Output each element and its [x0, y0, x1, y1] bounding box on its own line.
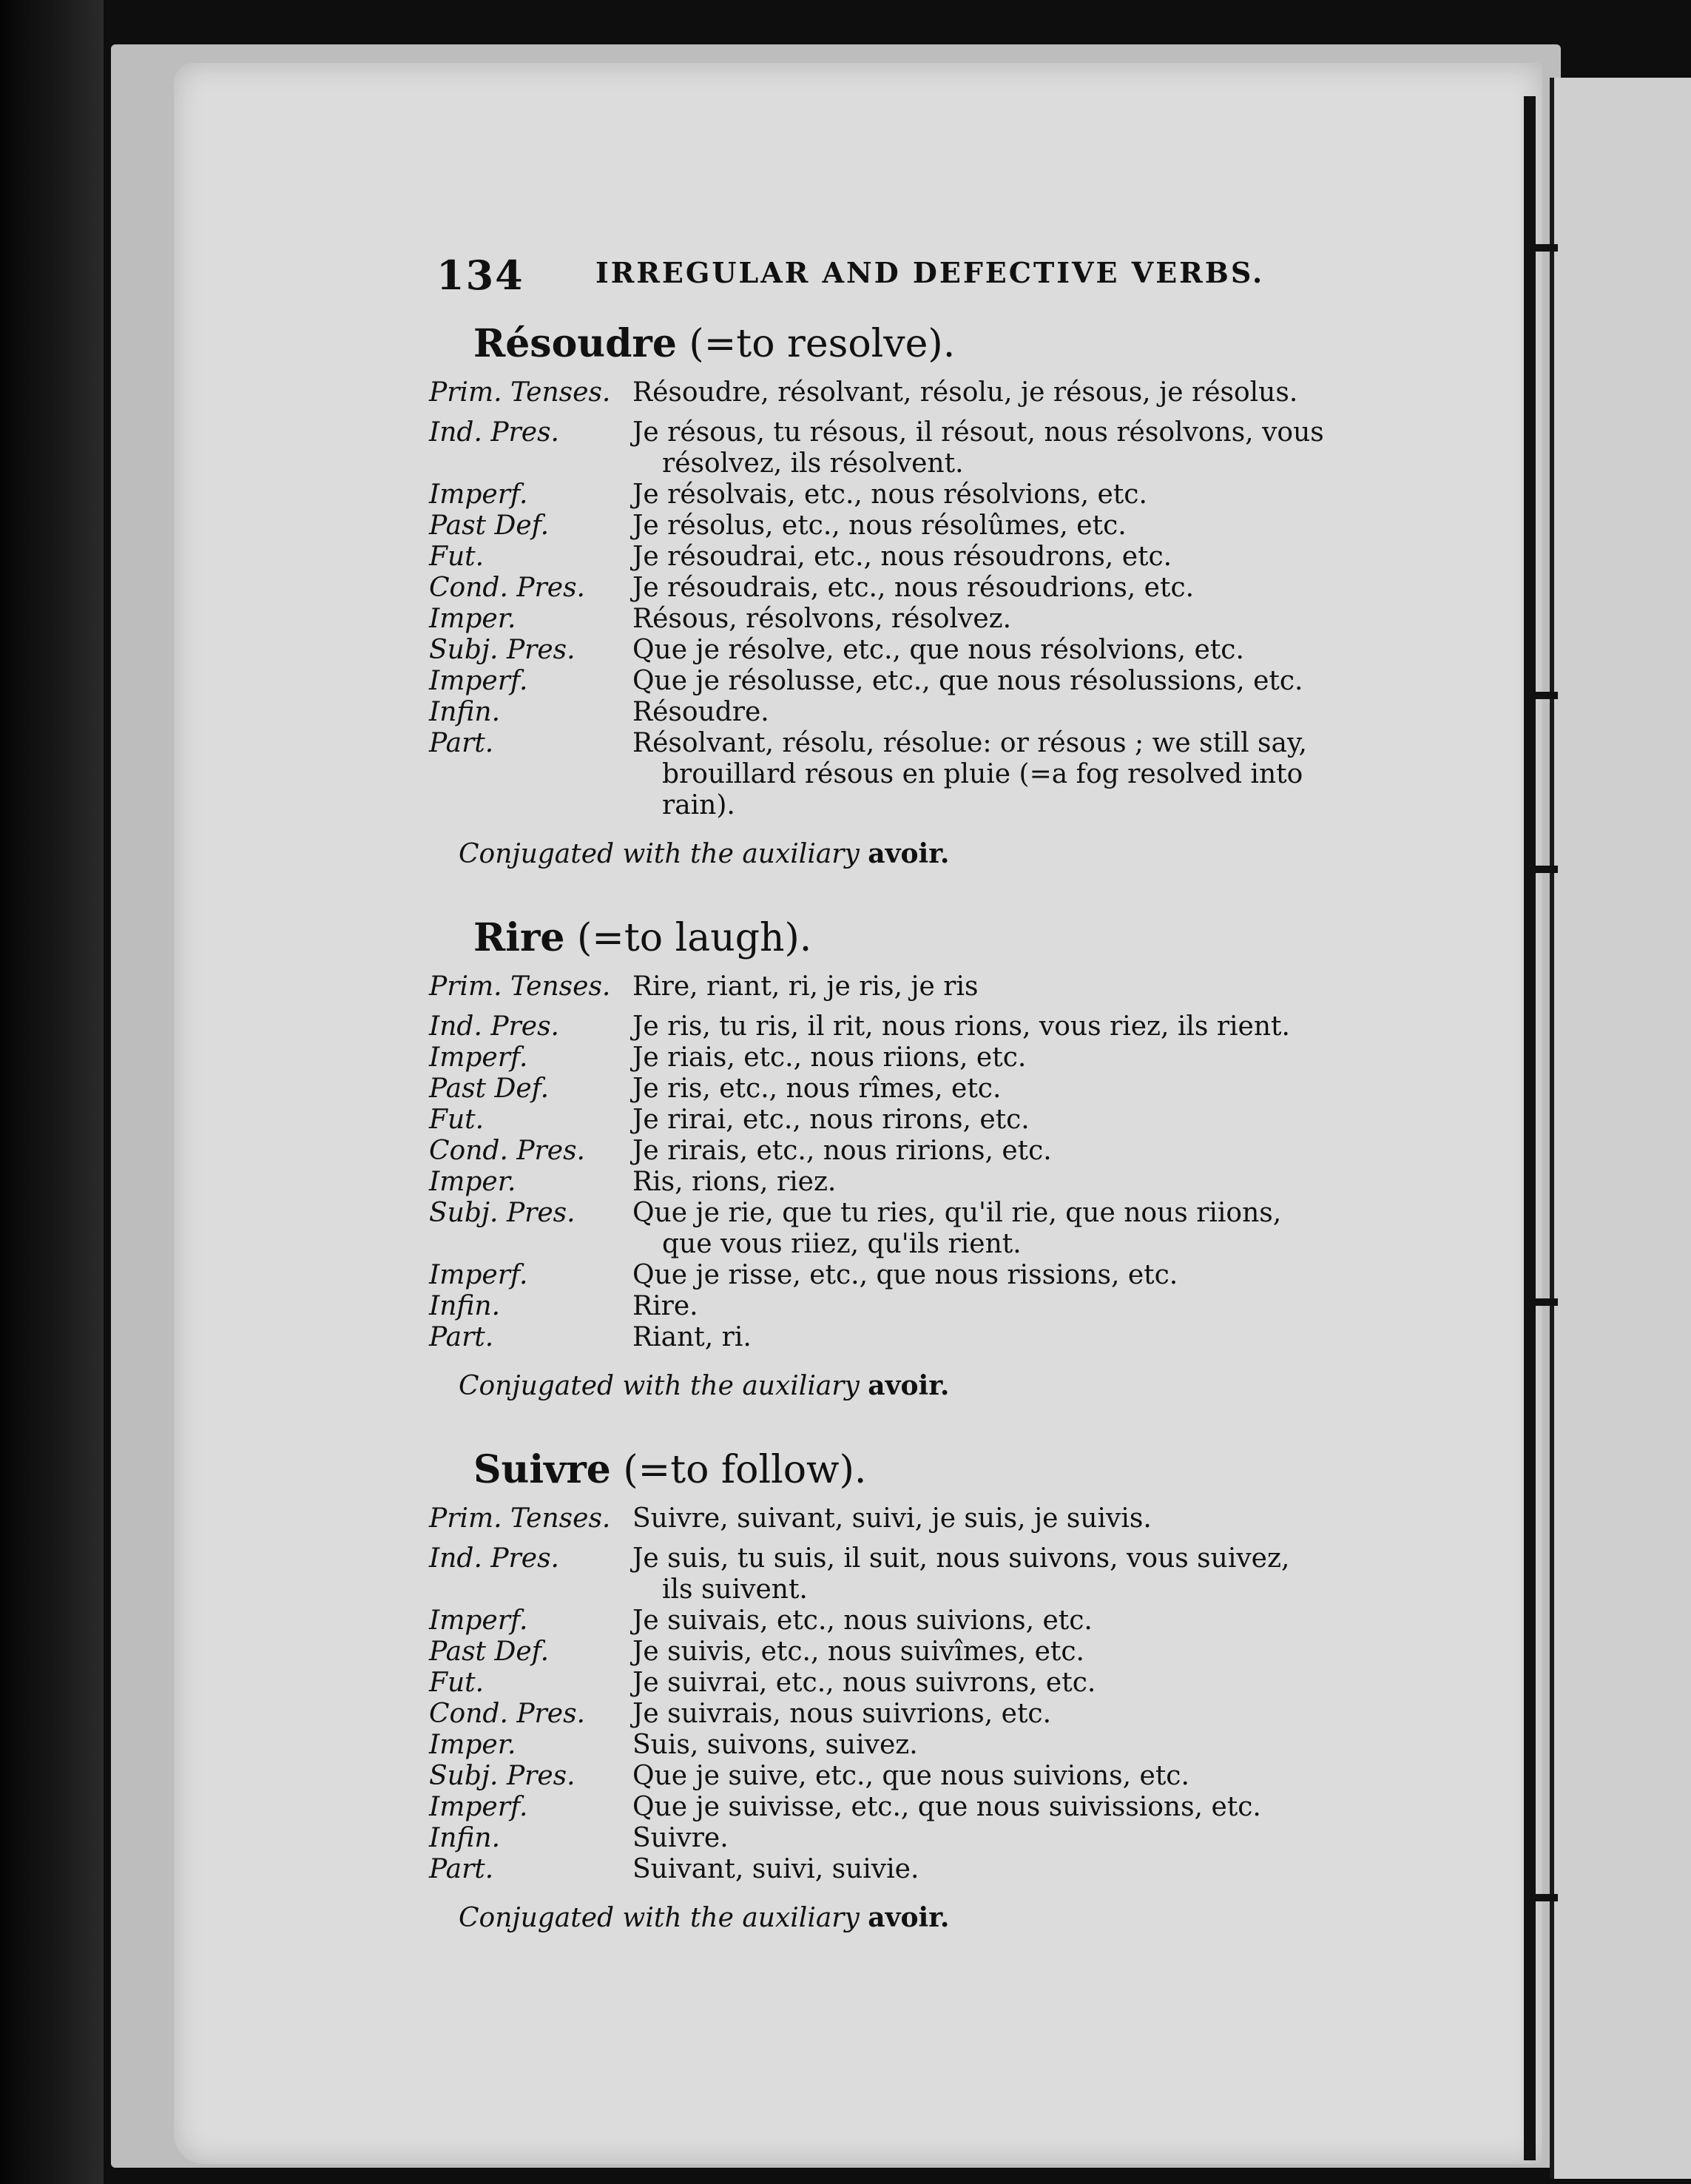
- tense-row: [429, 635, 1435, 666]
- tense-label: Imperf.: [429, 1605, 528, 1636]
- tense-label: Imperf.: [429, 479, 528, 510]
- tense-line: Résoudre, résolvant, résolu, je résous, je résolus.: [632, 377, 1298, 408]
- tense-label: Part.: [429, 728, 494, 758]
- tense-label: Infin.: [429, 1291, 501, 1321]
- binding-thread: [1528, 1894, 1558, 1901]
- tense-row: [429, 728, 1435, 821]
- running-title: IRREGULAR AND DEFECTIVE VERBS.: [595, 256, 1265, 289]
- tense-line: Je résolvais, etc., nous résolvions, etc.: [632, 479, 1147, 510]
- tense-row: [429, 1854, 1435, 1885]
- tense-line: Que je risse, etc., que nous rissions, etc.: [632, 1260, 1178, 1290]
- verb-title: [473, 912, 1435, 964]
- tense-label: Prim. Tenses.: [429, 377, 611, 408]
- tense-forms: [632, 1761, 1435, 1792]
- tense-row: [429, 1260, 1435, 1291]
- tense-label: Subj. Pres.: [429, 1198, 576, 1228]
- tense-forms: [632, 1605, 1435, 1637]
- verb-section-suivre: [429, 1444, 1435, 1935]
- tense-forms: [632, 542, 1435, 573]
- tense-row: [429, 377, 1435, 408]
- tense-line: Ris, rions, riez.: [632, 1167, 837, 1197]
- tense-label: Ind. Pres.: [429, 417, 559, 448]
- tense-line: Je rirai, etc., nous rirons, etc.: [632, 1105, 1030, 1135]
- tense-label: Imperf.: [429, 1792, 528, 1822]
- tense-line: résolvez, ils résolvent.: [662, 448, 964, 479]
- tense-row: [429, 1074, 1435, 1105]
- tense-label: Imper.: [429, 1730, 516, 1760]
- tense-forms: [632, 1854, 1435, 1885]
- tense-row: [429, 1761, 1435, 1792]
- tense-label: Subj. Pres.: [429, 1761, 576, 1791]
- tense-label: Imperf.: [429, 1260, 528, 1290]
- verb-meaning: (=to resolve).: [676, 322, 956, 366]
- tense-row: [429, 510, 1435, 542]
- tense-row: [429, 1730, 1435, 1761]
- tense-row: [429, 1823, 1435, 1854]
- tense-forms: [632, 1503, 1435, 1534]
- tense-row: [429, 666, 1435, 697]
- tense-line: Je résoudrai, etc., nous résoudrons, etc.: [632, 542, 1172, 572]
- tense-forms: [632, 1260, 1435, 1291]
- tense-line: Je résolus, etc., nous résolûmes, etc.: [632, 510, 1127, 541]
- tense-row: [429, 1136, 1435, 1167]
- binding-thread: [1528, 1298, 1558, 1306]
- tense-line: Suis, suivons, suivez.: [632, 1730, 918, 1760]
- tense-label: Past Def.: [429, 1074, 550, 1104]
- tense-forms: [632, 1668, 1435, 1699]
- tense-label: Imperf.: [429, 1042, 528, 1073]
- verb-meaning: (=to follow).: [610, 1448, 867, 1492]
- tense-label: Ind. Pres.: [429, 1011, 559, 1042]
- tense-label: Cond. Pres.: [429, 1136, 585, 1166]
- auxiliary-verb: avoir.: [868, 1370, 950, 1401]
- tense-label: Imperf.: [429, 666, 528, 696]
- verb-meaning: (=to laugh).: [564, 916, 812, 960]
- tense-row: [429, 479, 1435, 510]
- tense-label: Imper.: [429, 1167, 516, 1197]
- tense-line: Suivre, suivant, suivi, je suis, je suivis.: [632, 1503, 1152, 1534]
- tense-forms: [632, 728, 1435, 821]
- tense-line: Que je suivisse, etc., que nous suivissions, etc.: [632, 1792, 1261, 1822]
- tense-row: [429, 1792, 1435, 1823]
- tense-row: [429, 542, 1435, 573]
- tense-line: Je résoudrais, etc., nous résoudrions, etc.: [632, 573, 1195, 603]
- tense-row: [429, 1198, 1435, 1260]
- tense-row: [429, 417, 1435, 479]
- tense-row: [429, 1291, 1435, 1322]
- tense-line: Je ris, etc., nous rîmes, etc.: [632, 1074, 1002, 1104]
- tense-row: [429, 697, 1435, 728]
- verb-title: [473, 318, 1435, 370]
- tense-line: Suivre.: [632, 1823, 729, 1853]
- tense-forms: [632, 479, 1435, 510]
- tense-line: que vous riiez, qu'ils rient.: [662, 1229, 1022, 1259]
- tense-line: Que je résolusse, etc., que nous résolussions, etc.: [632, 666, 1303, 696]
- tense-row: [429, 1699, 1435, 1730]
- tense-label: Past Def.: [429, 1637, 550, 1667]
- tense-line: Je ris, tu ris, il rit, nous rions, vous riez, ils rient.: [632, 1011, 1290, 1042]
- tense-forms: [632, 1198, 1435, 1260]
- tense-row: [429, 971, 1435, 1002]
- auxiliary-note: [459, 837, 1435, 871]
- tense-forms: [632, 1291, 1435, 1322]
- tense-forms: [632, 573, 1435, 604]
- tense-line: ils suivent.: [662, 1574, 808, 1605]
- binding-thread: [1528, 866, 1558, 873]
- tense-line: Je résous, tu résous, il résout, nous résolvons, vous: [632, 417, 1324, 448]
- tense-forms: [632, 417, 1435, 479]
- tense-forms: [632, 635, 1435, 666]
- tense-forms: [632, 1730, 1435, 1761]
- verb-section-résoudre: [429, 318, 1435, 871]
- binding-thread: [1528, 692, 1558, 699]
- auxiliary-verb: avoir.: [868, 1902, 950, 1933]
- tense-forms: [632, 1011, 1435, 1042]
- tense-forms: [632, 1042, 1435, 1074]
- verb-title: [473, 1444, 1435, 1496]
- tense-line: Je suivais, etc., nous suivions, etc.: [632, 1605, 1093, 1636]
- tense-forms: [632, 971, 1435, 1002]
- tense-line: Je suivrai, etc., nous suivrons, etc.: [632, 1668, 1096, 1698]
- tense-forms: [632, 377, 1435, 408]
- tense-row: [429, 1503, 1435, 1534]
- tense-line: Je suivrais, nous suivrions, etc.: [632, 1699, 1052, 1729]
- tense-row: [429, 1605, 1435, 1637]
- tense-line: Que je suive, etc., que nous suivions, etc.: [632, 1761, 1189, 1791]
- tense-line: Que je résolve, etc., que nous résolvions, etc.: [632, 635, 1244, 665]
- page-number: 134: [436, 252, 524, 299]
- verb-conjugations: [429, 318, 1435, 1976]
- tense-forms: [632, 1074, 1435, 1105]
- tense-row: [429, 1543, 1435, 1605]
- tense-line: Rire, riant, ri, je ris, je ris: [632, 971, 979, 1002]
- tense-label: Ind. Pres.: [429, 1543, 559, 1574]
- tense-line: rain).: [662, 790, 735, 820]
- tense-forms: [632, 510, 1435, 542]
- tense-row: [429, 1637, 1435, 1668]
- tense-row: [429, 1322, 1435, 1353]
- tense-forms: [632, 1699, 1435, 1730]
- tense-line: Rire.: [632, 1291, 698, 1321]
- tense-label: Subj. Pres.: [429, 635, 576, 665]
- tense-line: Je rirais, etc., nous ririons, etc.: [632, 1136, 1052, 1166]
- tense-row: [429, 1167, 1435, 1198]
- tense-label: Cond. Pres.: [429, 573, 585, 603]
- tense-row: [429, 1011, 1435, 1042]
- facing-page-edge: [1550, 78, 1691, 2179]
- tense-label: Part.: [429, 1322, 494, 1352]
- tense-forms: [632, 697, 1435, 728]
- tense-forms: [632, 1322, 1435, 1353]
- tense-line: Je suis, tu suis, il suit, nous suivons, vous suivez,: [632, 1543, 1290, 1574]
- tense-row: [429, 1042, 1435, 1074]
- tense-label: Infin.: [429, 697, 501, 727]
- tense-line: Je suivis, etc., nous suivîmes, etc.: [632, 1637, 1084, 1667]
- tense-line: Que je rie, que tu ries, qu'il rie, que nous riions,: [632, 1198, 1282, 1228]
- auxiliary-note-text: Conjugated with the auxiliary: [459, 1371, 868, 1401]
- auxiliary-verb: avoir.: [868, 838, 950, 869]
- tense-forms: [632, 1136, 1435, 1167]
- tense-label: Fut.: [429, 542, 485, 572]
- tense-forms: [632, 1167, 1435, 1198]
- tense-line: Résoudre.: [632, 697, 769, 727]
- verb-section-rire: [429, 912, 1435, 1403]
- auxiliary-note: [459, 1369, 1435, 1403]
- tense-label: Fut.: [429, 1105, 485, 1135]
- tense-forms: [632, 1637, 1435, 1668]
- tense-line: brouillard résous en pluie (=a fog resolved into: [662, 759, 1303, 789]
- tense-label: Part.: [429, 1854, 494, 1884]
- scan-dark-edge: [0, 0, 104, 2184]
- tense-forms: [632, 1823, 1435, 1854]
- tense-line: Résous, résolvons, résolvez.: [632, 604, 1012, 634]
- binding-thread: [1528, 244, 1558, 252]
- tense-label: Prim. Tenses.: [429, 971, 611, 1002]
- tense-row: [429, 1105, 1435, 1136]
- tense-forms: [632, 604, 1435, 635]
- verb-name: Rire: [473, 915, 565, 960]
- tense-row: [429, 573, 1435, 604]
- tense-line: Résolvant, résolu, résolue: or résous ; we still say,: [632, 728, 1307, 758]
- tense-label: Past Def.: [429, 510, 550, 541]
- tense-line: Je riais, etc., nous riions, etc.: [632, 1042, 1027, 1073]
- tense-label: Cond. Pres.: [429, 1699, 585, 1729]
- tense-forms: [632, 1792, 1435, 1823]
- verb-name: Suivre: [473, 1447, 611, 1492]
- tense-label: Prim. Tenses.: [429, 1503, 611, 1534]
- auxiliary-note-text: Conjugated with the auxiliary: [459, 1903, 868, 1933]
- book-spine: [1524, 96, 1536, 2160]
- auxiliary-note: [459, 1901, 1435, 1935]
- tense-line: Suivant, suivi, suivie.: [632, 1854, 919, 1884]
- tense-row: [429, 1668, 1435, 1699]
- tense-label: Fut.: [429, 1668, 485, 1698]
- tense-row: [429, 604, 1435, 635]
- tense-label: Infin.: [429, 1823, 501, 1853]
- tense-forms: [632, 1543, 1435, 1605]
- auxiliary-note-text: Conjugated with the auxiliary: [459, 839, 868, 869]
- tense-forms: [632, 666, 1435, 697]
- tense-forms: [632, 1105, 1435, 1136]
- tense-label: Imper.: [429, 604, 516, 634]
- tense-line: Riant, ri.: [632, 1322, 752, 1352]
- verb-name: Résoudre: [473, 321, 677, 366]
